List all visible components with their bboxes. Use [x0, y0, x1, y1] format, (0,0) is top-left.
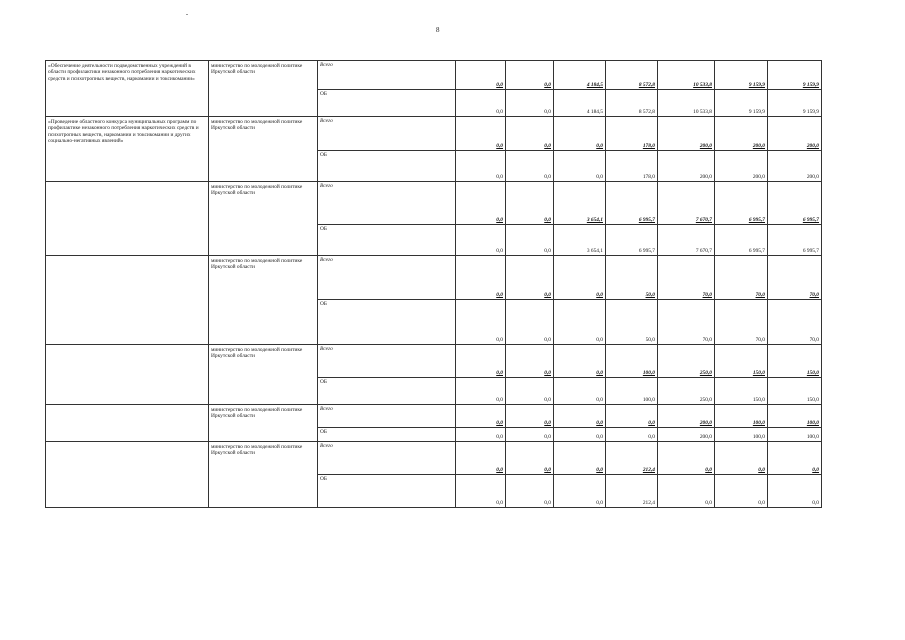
total-amount-cell: 70,0: [768, 256, 822, 300]
total-amount-cell: 0,0: [506, 61, 554, 90]
total-amount-cell: 0,0: [506, 182, 554, 225]
total-amount-cell: 0,0: [456, 256, 506, 300]
ob-amount-cell: 0,0: [506, 475, 554, 508]
total-amount-cell: 9 159,9: [768, 61, 822, 90]
table-row-total: [46, 61, 822, 90]
total-amount-cell: 0,0: [506, 345, 554, 378]
ob-amount-cell: 0,0: [456, 151, 506, 182]
ob-amount-cell: 9 159,9: [768, 90, 822, 117]
total-amount-cell: 0,0: [456, 117, 506, 151]
total-amount-cell: 250,0: [658, 345, 715, 378]
funding-type-total: Всего: [318, 405, 456, 428]
ob-amount-cell: 0,0: [456, 225, 506, 256]
ob-amount-cell: 200,0: [658, 151, 715, 182]
ob-amount-cell: 50,0: [606, 300, 658, 345]
total-amount-cell: 10 533,8: [658, 61, 715, 90]
total-amount-cell: 0,0: [506, 442, 554, 475]
total-amount-cell: 100,0: [606, 345, 658, 378]
funding-type-total: Всего: [318, 345, 456, 378]
table-row-total: [46, 117, 822, 151]
funding-type-total: Всего: [318, 442, 456, 475]
ob-amount-cell: 6 995,7: [606, 225, 658, 256]
responsible-executor: министерство по молодежной политике Иркутской области: [209, 117, 318, 182]
ob-amount-cell: 100,0: [768, 428, 822, 442]
total-amount-cell: 200,0: [768, 117, 822, 151]
ob-amount-cell: 0,0: [506, 378, 554, 405]
table-row-total: [46, 405, 822, 428]
ob-amount-cell: 0,0: [506, 90, 554, 117]
funding-type-ob: ОБ: [318, 378, 456, 405]
ob-amount-cell: 0,0: [506, 151, 554, 182]
ob-amount-cell: 150,0: [715, 378, 768, 405]
total-amount-cell: 0,0: [554, 256, 606, 300]
ob-amount-cell: 0,0: [456, 300, 506, 345]
responsible-executor: министерство по молодежной политике Иркутской области: [209, 345, 318, 405]
total-amount-cell: 70,0: [715, 256, 768, 300]
ob-amount-cell: 212,4: [606, 475, 658, 508]
total-amount-cell: 8 572,8: [606, 61, 658, 90]
ob-amount-cell: 250,0: [658, 378, 715, 405]
table-body: [46, 61, 822, 508]
responsible-executor: министерство по молодежной политике Иркутской области: [209, 405, 318, 442]
total-amount-cell: 6 995,7: [606, 182, 658, 225]
measure-description: [46, 405, 209, 442]
measure-description: [46, 256, 209, 345]
measure-description: «Обеспечение деятельности подведомственных учреждений в области профилактики незаконного потребления наркотических средств и психотропных веществ, наркомании и токсикомании»: [46, 61, 209, 117]
total-amount-cell: 100,0: [715, 405, 768, 428]
ob-amount-cell: 6 995,7: [715, 225, 768, 256]
ob-amount-cell: 0,0: [506, 225, 554, 256]
total-amount-cell: 0,0: [456, 61, 506, 90]
funding-type-total: Всего: [318, 182, 456, 225]
total-amount-cell: 0,0: [506, 256, 554, 300]
responsible-executor: министерство по молодежной политике Иркутской области: [209, 61, 318, 117]
funding-type-ob: ОБ: [318, 300, 456, 345]
total-amount-cell: 0,0: [554, 405, 606, 428]
ob-amount-cell: 100,0: [606, 378, 658, 405]
ob-amount-cell: 0,0: [506, 300, 554, 345]
ob-amount-cell: 100,0: [715, 428, 768, 442]
table-row-total: [46, 256, 822, 300]
total-amount-cell: 6 995,7: [715, 182, 768, 225]
ob-amount-cell: 70,0: [658, 300, 715, 345]
ob-amount-cell: 0,0: [554, 378, 606, 405]
total-amount-cell: 3 654,1: [554, 182, 606, 225]
responsible-executor: министерство по молодежной политике Иркутской области: [209, 182, 318, 256]
scan-mark: [186, 14, 188, 15]
ob-amount-cell: 178,0: [606, 151, 658, 182]
ob-amount-cell: 0,0: [456, 90, 506, 117]
total-amount-cell: 0,0: [658, 442, 715, 475]
ob-amount-cell: 0,0: [456, 428, 506, 442]
total-amount-cell: 70,0: [658, 256, 715, 300]
ob-amount-cell: 0,0: [768, 475, 822, 508]
total-amount-cell: 0,0: [715, 442, 768, 475]
measure-description: [46, 345, 209, 405]
ob-amount-cell: 4 184,5: [554, 90, 606, 117]
table-row-total: [46, 182, 822, 225]
responsible-executor: министерство по молодежной политике Иркутской области: [209, 256, 318, 345]
funding-type-ob: ОБ: [318, 428, 456, 442]
ob-amount-cell: 7 670,7: [658, 225, 715, 256]
total-amount-cell: 200,0: [715, 117, 768, 151]
total-amount-cell: 0,0: [554, 117, 606, 151]
measure-description: [46, 182, 209, 256]
funding-type-total: Всего: [318, 117, 456, 151]
ob-amount-cell: 0,0: [554, 428, 606, 442]
total-amount-cell: 100,0: [768, 405, 822, 428]
ob-amount-cell: 10 533,8: [658, 90, 715, 117]
total-amount-cell: 0,0: [606, 405, 658, 428]
funding-type-total: Всего: [318, 256, 456, 300]
table-row-total: [46, 345, 822, 378]
ob-amount-cell: 200,0: [768, 151, 822, 182]
total-amount-cell: 6 995,7: [768, 182, 822, 225]
total-amount-cell: 200,0: [658, 405, 715, 428]
total-amount-cell: 150,0: [715, 345, 768, 378]
total-amount-cell: 0,0: [768, 442, 822, 475]
page-number: 8: [436, 26, 440, 34]
total-amount-cell: 9 159,9: [715, 61, 768, 90]
ob-amount-cell: 3 654,1: [554, 225, 606, 256]
funding-type-ob: ОБ: [318, 225, 456, 256]
total-amount-cell: 7 670,7: [658, 182, 715, 225]
responsible-executor: министерство по молодежной политике Иркутской области: [209, 442, 318, 508]
total-amount-cell: 0,0: [506, 117, 554, 151]
total-amount-cell: 0,0: [456, 182, 506, 225]
total-amount-cell: 0,0: [456, 345, 506, 378]
ob-amount-cell: 0,0: [606, 428, 658, 442]
total-amount-cell: 0,0: [456, 442, 506, 475]
total-amount-cell: 178,0: [606, 117, 658, 151]
budget-table: [45, 60, 822, 508]
funding-type-ob: ОБ: [318, 90, 456, 117]
ob-amount-cell: 70,0: [715, 300, 768, 345]
total-amount-cell: 50,0: [606, 256, 658, 300]
ob-amount-cell: 0,0: [506, 428, 554, 442]
total-amount-cell: 0,0: [554, 442, 606, 475]
total-amount-cell: 4 184,5: [554, 61, 606, 90]
ob-amount-cell: 200,0: [658, 428, 715, 442]
funding-type-ob: ОБ: [318, 151, 456, 182]
ob-amount-cell: 0,0: [715, 475, 768, 508]
ob-amount-cell: 0,0: [554, 475, 606, 508]
ob-amount-cell: 200,0: [715, 151, 768, 182]
total-amount-cell: 0,0: [506, 405, 554, 428]
ob-amount-cell: 150,0: [768, 378, 822, 405]
total-amount-cell: 0,0: [456, 405, 506, 428]
total-amount-cell: 212,4: [606, 442, 658, 475]
funding-type-ob: ОБ: [318, 475, 456, 508]
ob-amount-cell: 0,0: [456, 475, 506, 508]
total-amount-cell: 0,0: [554, 345, 606, 378]
table-row-total: [46, 442, 822, 475]
ob-amount-cell: 6 995,7: [768, 225, 822, 256]
ob-amount-cell: 0,0: [554, 300, 606, 345]
ob-amount-cell: 0,0: [658, 475, 715, 508]
ob-amount-cell: 0,0: [456, 378, 506, 405]
measure-description: [46, 442, 209, 508]
total-amount-cell: 200,0: [658, 117, 715, 151]
ob-amount-cell: 8 572,8: [606, 90, 658, 117]
funding-type-total: Всего: [318, 61, 456, 90]
ob-amount-cell: 0,0: [554, 151, 606, 182]
total-amount-cell: 150,0: [768, 345, 822, 378]
ob-amount-cell: 70,0: [768, 300, 822, 345]
ob-amount-cell: 9 159,9: [715, 90, 768, 117]
measure-description: «Проведение областного конкурса муниципальных программ по профилактике незаконного потребления наркотических средств и психотропных веществ, наркомании и токсикомании и других социально-негативных явлений»: [46, 117, 209, 182]
